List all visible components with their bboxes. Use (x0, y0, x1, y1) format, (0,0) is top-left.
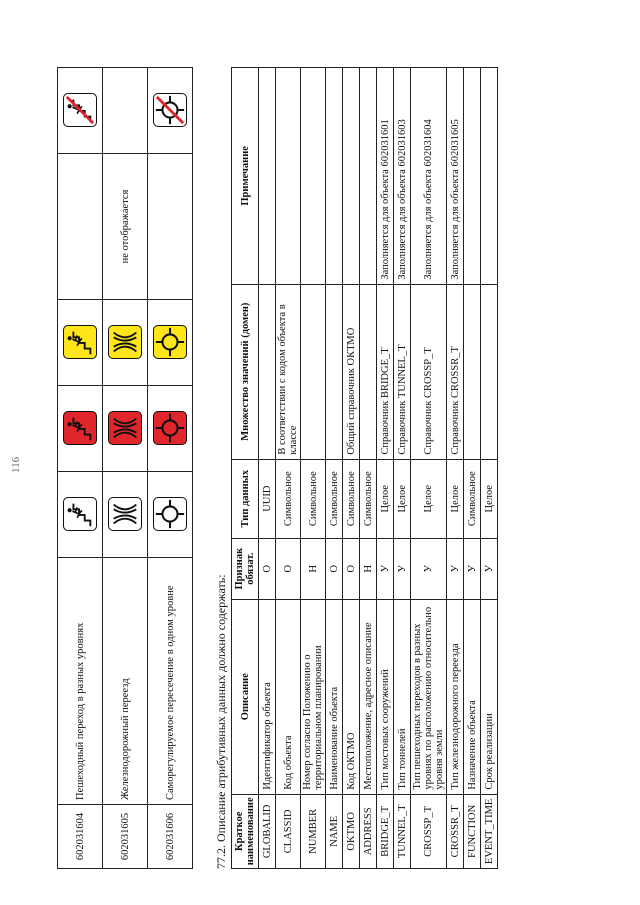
cell-required-flag: O (259, 538, 276, 599)
cell-data-type: Целое (481, 459, 498, 538)
cell-domain: Общий справочник ОКТМО (343, 284, 360, 459)
cell-required-flag: Н (301, 538, 326, 599)
cell-data-type: Целое (394, 459, 411, 538)
self-regulated-intersection-icon (153, 326, 187, 360)
self-regulated-intersection-icon (153, 498, 187, 532)
cell-note (343, 68, 360, 285)
cell-domain (464, 284, 481, 459)
symbol-cell (103, 386, 148, 472)
cell-required-flag: O (343, 538, 360, 599)
header-description: Описание (232, 599, 259, 794)
cell-domain: Справочник CROSSP_T (411, 284, 447, 459)
cell-short-name: NUMBER (301, 794, 326, 868)
cell-domain (481, 284, 498, 459)
cell-data-type: Символьное (464, 459, 481, 538)
header-note: Примечание (232, 68, 259, 285)
table-row (148, 68, 193, 869)
table-row (343, 68, 360, 869)
object-description: Саморегулируемое пересечение в одном уровне (148, 558, 193, 805)
cell-domain (326, 284, 343, 459)
cell-short-name: TUNNEL_T (394, 794, 411, 868)
cell-data-type: Символьное (360, 459, 377, 538)
cell-data-type: Целое (411, 459, 447, 538)
table-row (377, 68, 394, 869)
attributes-table (231, 67, 498, 869)
cell-note: Заполняется для объекта 602031601 (377, 68, 394, 285)
cell-short-name: CROSSR_T (447, 794, 464, 868)
cell-required-flag: O (326, 538, 343, 599)
cell-domain: В соответствии с кодом объекта в классе (276, 284, 301, 459)
cell-data-type: Символьное (301, 459, 326, 538)
pedestrian-crossing-icon (63, 412, 97, 446)
cell-domain (360, 284, 377, 459)
cell-description: Срок реализации (481, 599, 498, 794)
railway-crossing-icon (108, 412, 142, 446)
symbol-cell (58, 300, 103, 386)
table-row (58, 68, 103, 869)
table-row (464, 68, 481, 869)
table-header-row (232, 68, 259, 869)
cell-note (276, 68, 301, 285)
self-regulated-intersection-crossed-icon (153, 94, 187, 128)
symbol-cell (103, 68, 148, 154)
symbol-note (58, 154, 103, 300)
symbol-note: не отображается (103, 154, 148, 300)
cell-short-name: NAME (326, 794, 343, 868)
symbol-note (148, 154, 193, 300)
cell-data-type: Символьное (326, 459, 343, 538)
cell-description: Тип пешеходных переходов в разных уровнях по расположению относительно уровня земли (411, 599, 447, 794)
cell-domain: Справочник TUNNEL_T (394, 284, 411, 459)
cell-note: Заполняется для объекта 602031604 (411, 68, 447, 285)
cell-description: Тип мостовых сооружений (377, 599, 394, 794)
table-row (259, 68, 276, 869)
table-row (276, 68, 301, 869)
cell-short-name: ADDRESS (360, 794, 377, 868)
cell-note (481, 68, 498, 285)
header-domain: Множество значений (домен) (232, 284, 259, 459)
pedestrian-crossing-icon (63, 326, 97, 360)
cell-required-flag: У (464, 538, 481, 599)
table-row (411, 68, 447, 869)
cell-note: Заполняется для объекта 602031603 (394, 68, 411, 285)
cell-short-name: CROSSP_T (411, 794, 447, 868)
cell-note: Заполняется для объекта 602031605 (447, 68, 464, 285)
symbol-cell (58, 386, 103, 472)
table-row (103, 68, 148, 869)
table-row (394, 68, 411, 869)
symbol-cell (148, 68, 193, 154)
symbol-cell (103, 472, 148, 558)
cell-note (259, 68, 276, 285)
cell-data-type: Целое (377, 459, 394, 538)
cell-required-flag: У (447, 538, 464, 599)
table-row (360, 68, 377, 869)
symbol-cell (58, 472, 103, 558)
cell-data-type: UUID (259, 459, 276, 538)
cell-short-name: BRIDGE_T (377, 794, 394, 868)
cell-description: Наименование объекта (326, 599, 343, 794)
page-number: 116 (10, 456, 22, 473)
cell-required-flag: У (394, 538, 411, 599)
section-caption: 77.2. Описание атрибутивных данных должно содержать: (214, 574, 228, 869)
cell-short-name: GLOBALID (259, 794, 276, 868)
pedestrian-crossing-icon (63, 498, 97, 532)
cell-note (464, 68, 481, 285)
cell-domain (259, 284, 276, 459)
cell-domain: Справочник BRIDGE_T (377, 284, 394, 459)
self-regulated-intersection-icon (153, 412, 187, 446)
cell-required-flag: У (377, 538, 394, 599)
pedestrian-crossing-crossed-icon (63, 94, 97, 128)
cell-domain (301, 284, 326, 459)
cell-description: Код объекта (276, 599, 301, 794)
header-short-name: Краткое наименование (232, 794, 259, 868)
object-description: Железнодорожный переезд (103, 558, 148, 805)
cell-note (360, 68, 377, 285)
table-row (447, 68, 464, 869)
cell-description: Назначение объекта (464, 599, 481, 794)
cell-short-name: OKTMO (343, 794, 360, 868)
cell-data-type: Символьное (276, 459, 301, 538)
symbol-cell (103, 300, 148, 386)
table-row (301, 68, 326, 869)
cell-short-name: EVENT_TIME (481, 794, 498, 868)
cell-data-type: Символьное (343, 459, 360, 538)
cell-description: Местоположение, адресное описание (360, 599, 377, 794)
cell-required-flag: O (276, 538, 301, 599)
cell-description: Код ОКТМО (343, 599, 360, 794)
symbol-cell (148, 472, 193, 558)
cell-description: Тип железнодорожного переезда (447, 599, 464, 794)
cell-domain: Справочник CROSSR_T (447, 284, 464, 459)
object-code: 602031605 (103, 805, 148, 869)
cell-required-flag: У (411, 538, 447, 599)
cell-description: Тип тоннелей (394, 599, 411, 794)
cell-required-flag: У (481, 538, 498, 599)
cell-data-type: Целое (447, 459, 464, 538)
table-row (481, 68, 498, 869)
cell-short-name: FUNCTION (464, 794, 481, 868)
cell-short-name: CLASSID (276, 794, 301, 868)
table-row (326, 68, 343, 869)
cell-required-flag: Н (360, 538, 377, 599)
cell-description: Номер согласно Положению о территориальном планировании (301, 599, 326, 794)
cell-note (301, 68, 326, 285)
object-code: 602031604 (58, 805, 103, 869)
object-description: Пешеходный переход в разных уровнях (58, 558, 103, 805)
railway-crossing-icon (108, 498, 142, 532)
symbol-cell (148, 386, 193, 472)
object-code: 602031606 (148, 805, 193, 869)
symbols-table (57, 67, 193, 869)
cell-description: Идентификатор объекта (259, 599, 276, 794)
railway-crossing-icon (108, 326, 142, 360)
symbol-cell (58, 68, 103, 154)
header-required-flag: Признак обязат. (232, 538, 259, 599)
symbol-cell (148, 300, 193, 386)
cell-note (326, 68, 343, 285)
header-data-type: Тип данных (232, 459, 259, 538)
